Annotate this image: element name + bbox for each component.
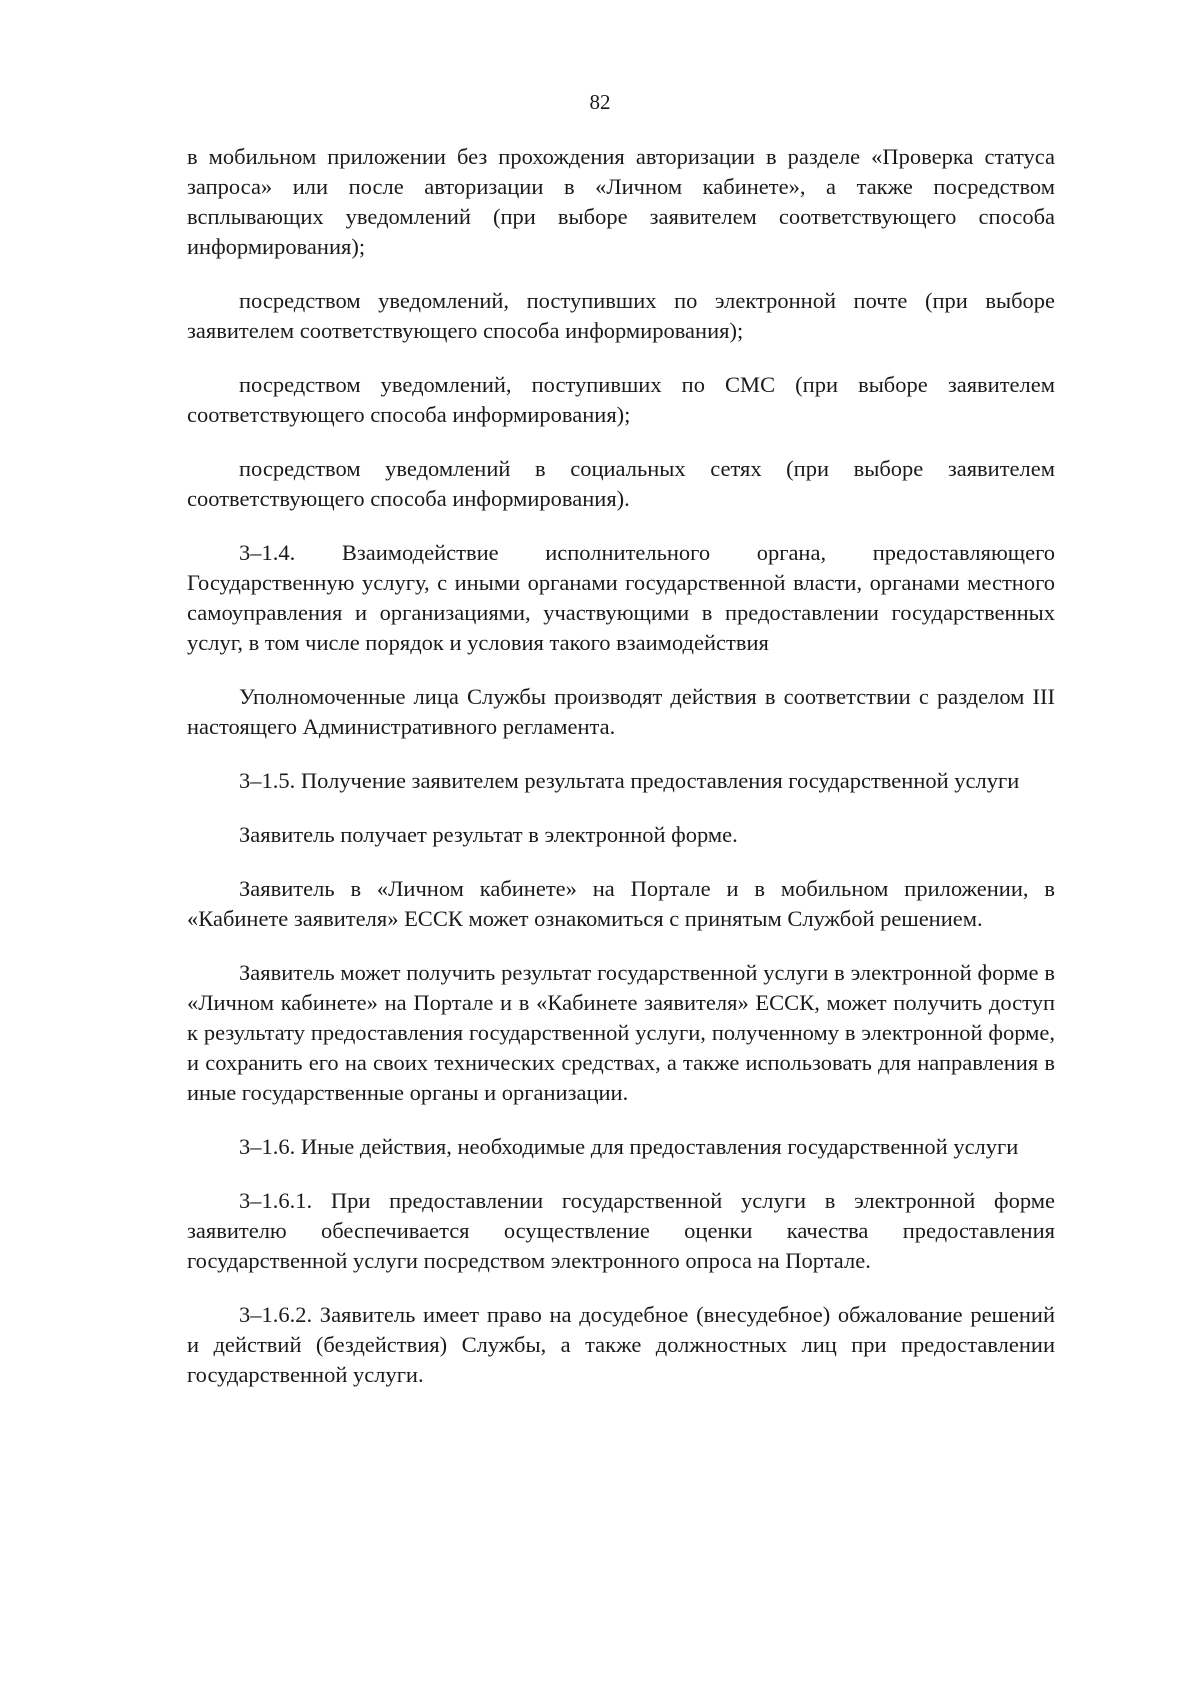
paragraph-social-notifications: посредством уведомлений в социальных сетях (при выборе заявителем соответствующего способа информирования). <box>187 456 1055 511</box>
paragraph-3-1-6-2: 3–1.6.2. Заявитель имеет право на досудебное (внесудебное) обжалование решений и действий (бездействия) Службы, а также должностных лиц при предоставлении государственной услуги. <box>187 1302 1055 1387</box>
paragraph-result-access: Заявитель может получить результат государственной услуги в электронной форме в «Личном кабинете» на Портале и в «Кабинете заявителя» ЕССК, может получить доступ к результату предоставления государственной услуги, полученному в электронной форме, и сохранить его на своих технических средствах, а также использовать для направления в иные государственные органы и организации. <box>187 960 1055 1105</box>
paragraph-personal-account: Заявитель в «Личном кабинете» на Портале и в мобильном приложении, в «Кабинете заявителя» ЕССК может ознакомиться с принятым Службой решением. <box>187 876 1055 931</box>
paragraph-result-electronic: Заявитель получает результат в электронной форме. <box>239 822 738 847</box>
page-number: 82 <box>589 90 611 114</box>
section-heading-3-1-4: 3–1.4. Взаимодействие исполнительного органа, предоставляющего Государственную услугу, с иными органами государственной власти, органами местного самоуправления и организациями, участвующими в предоставлении государственных услуг, в том числе порядок и условия такого взаимодействия <box>187 540 1055 655</box>
document-body <box>187 142 1055 1414</box>
section-heading-3-1-5: 3–1.5. Получение заявителем результата предоставления государственной услуги <box>239 768 1020 793</box>
paragraph-email-notifications: посредством уведомлений, поступивших по электронной почте (при выборе заявителем соответствующего способа информирования); <box>187 288 1055 343</box>
paragraph-sms-notifications: посредством уведомлений, поступивших по СМС (при выборе заявителем соответствующего способа информирования); <box>187 372 1055 427</box>
section-heading-3-1-6: 3–1.6. Иные действия, необходимые для предоставления государственной услуги <box>239 1134 1019 1159</box>
paragraph-3-1-6-1: 3–1.6.1. При предоставлении государственной услуги в электронной форме заявителю обеспечивается осуществление оценки качества предоставления государственной услуги посредством электронного опроса на Портале. <box>187 1188 1055 1273</box>
paragraph-authorized-persons: Уполномоченные лица Службы производят действия в соответствии с разделом III настоящего Административного регламента. <box>187 684 1055 739</box>
paragraph-status-check: в мобильном приложении без прохождения авторизации в разделе «Проверка статуса запроса» или после авторизации в «Личном кабинете», а также посредством всплывающих уведомлений (при выборе заявителем соответствующего способа информирования); <box>187 144 1055 259</box>
